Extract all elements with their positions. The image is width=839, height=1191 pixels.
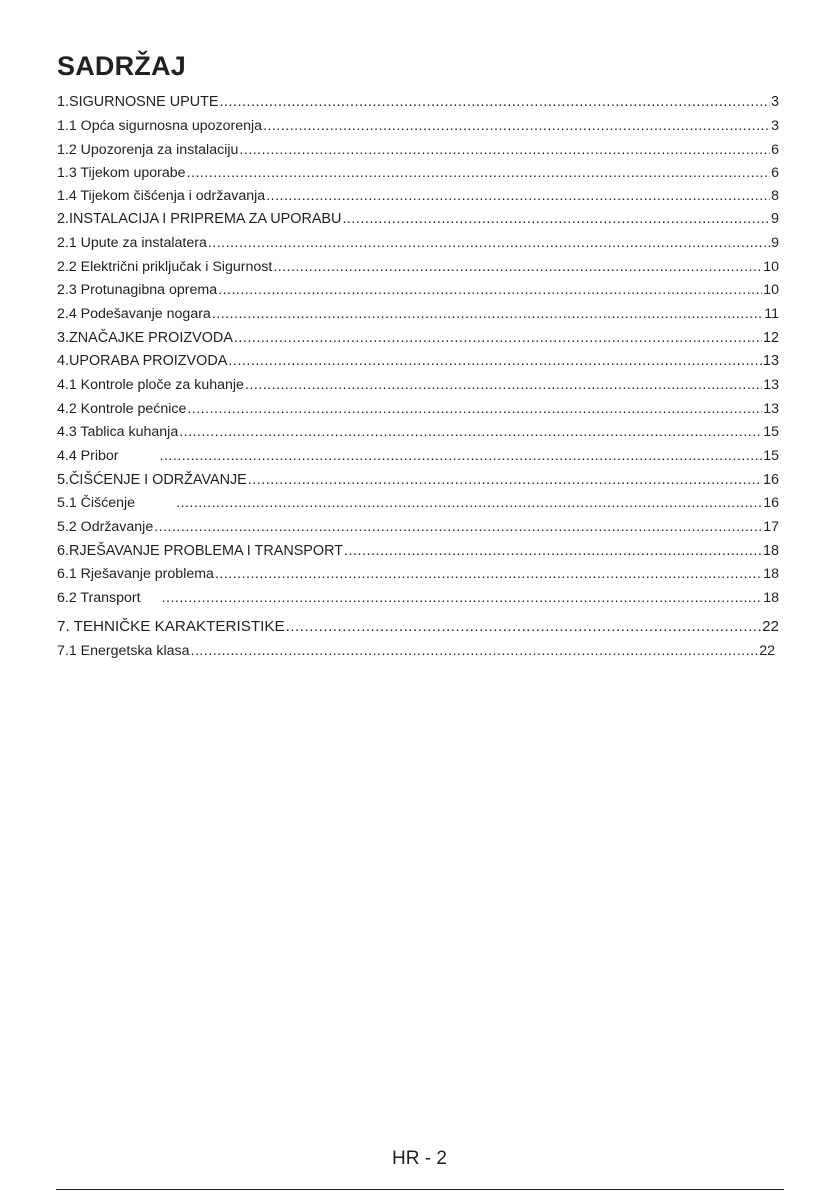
toc-dot-leader	[176, 493, 762, 513]
toc-entry-page: 3	[771, 118, 779, 134]
toc-entry-label: 3.ZNAČAJKE PROIZVODA	[57, 330, 233, 346]
toc-entry-page: 13	[762, 353, 779, 369]
toc-entry-page: 17	[763, 519, 779, 535]
toc-entry-label: 1.SIGURNOSNE UPUTE	[57, 94, 219, 110]
toc-entry-page: 10	[763, 259, 779, 275]
toc-entry-5-2[interactable]	[57, 517, 779, 537]
toc-entry-4[interactable]	[57, 351, 779, 371]
toc-entry-label: 6.1 Rješavanje problema	[57, 566, 214, 582]
toc-dot-leader	[212, 304, 763, 324]
toc-entry-label: 4.UPORABA PROIZVODA	[57, 353, 228, 369]
toc-entry-2-4[interactable]	[57, 304, 779, 324]
toc-entry-page: 15	[763, 424, 779, 440]
toc-entry-1[interactable]	[57, 92, 779, 112]
toc-entry-1-1[interactable]	[57, 116, 779, 136]
toc-entry-label: 2.2 Električni priključak i Sigurnost	[57, 259, 273, 275]
toc-entry-label: 1.4 Tijekom čišćenja i održavanja	[57, 188, 266, 204]
toc-entry-label: 2.3 Protunagibna oprema	[57, 282, 218, 298]
toc-dot-leader	[234, 328, 762, 348]
toc-entry-7[interactable]	[57, 617, 779, 637]
toc-entry-4-4[interactable]	[57, 446, 779, 466]
toc-dot-leader	[273, 257, 762, 277]
toc-entry-6[interactable]	[57, 541, 779, 561]
toc-entry-label: 2.4 Podešavanje nogara	[57, 306, 211, 322]
toc-entry-label: 4.4 Pribor	[57, 448, 119, 464]
toc-entry-page: 18	[763, 566, 779, 582]
toc-entry-4-1[interactable]	[57, 375, 779, 395]
toc-entry-label: 1.1 Opća sigurnosna upozorenja	[57, 118, 263, 134]
toc-entry-label: 4.3 Tablica kuhanja	[57, 424, 179, 440]
toc-entry-2[interactable]	[57, 209, 779, 229]
toc-entry-page: 18	[763, 590, 779, 606]
toc-entry-2-2[interactable]	[57, 257, 779, 277]
toc-entry-label: 1.2 Upozorenja za instalaciju	[57, 142, 239, 158]
toc-entry-label: 5.1 Čišćenje	[57, 495, 136, 511]
toc-entry-page: 13	[763, 401, 779, 417]
toc-entry-2-1[interactable]	[57, 233, 779, 253]
toc-dot-leader	[160, 446, 763, 466]
toc-entry-page: 15	[763, 448, 779, 464]
toc-entry-5[interactable]	[57, 470, 779, 490]
toc-entry-page: 16	[763, 495, 779, 511]
toc-entry-label: 7. TEHNIČKE KARAKTERISTIKE	[57, 618, 285, 635]
toc-entry-page: 3	[770, 94, 779, 110]
toc-entry-page: 13	[763, 377, 779, 393]
toc-entry-page: 9	[770, 211, 779, 227]
toc-entry-page: 16	[762, 472, 779, 488]
footer-divider	[56, 1189, 784, 1190]
toc-entry-page: 8	[771, 188, 779, 204]
toc-dot-leader	[218, 280, 762, 300]
toc-entry-page: 9	[771, 235, 779, 251]
toc-entry-label: 6.RJEŠAVANJE PROBLEMA I TRANSPORT	[57, 543, 344, 559]
toc-dot-leader	[208, 233, 770, 253]
toc-entry-label: 7.1 Energetska klasa	[57, 643, 190, 659]
toc-dot-leader	[179, 422, 762, 442]
toc-entry-2-3[interactable]	[57, 280, 779, 300]
toc-dot-leader	[286, 617, 762, 637]
toc-entry-1-2[interactable]	[57, 140, 779, 160]
toc-entry-label: 2.1 Upute za instalatera	[57, 235, 207, 251]
toc-entry-4-3[interactable]	[57, 422, 779, 442]
toc-dot-leader	[245, 375, 762, 395]
toc-entry-label: 4.2 Kontrole pećnice	[57, 401, 187, 417]
toc-entry-label: 2.INSTALACIJA I PRIPREMA ZA UPORABU	[57, 211, 342, 227]
page-number: HR - 2	[392, 1148, 447, 1169]
toc-dot-leader	[220, 92, 770, 112]
toc-entry-label: 6.2 Transport	[57, 590, 141, 606]
toc-dot-leader	[266, 186, 770, 206]
toc-dot-leader	[187, 163, 771, 183]
toc-entry-page: 6	[771, 165, 779, 181]
toc-entry-1-3[interactable]	[57, 163, 779, 183]
toc-dot-leader	[215, 564, 762, 584]
toc-entry-page: 22	[759, 643, 775, 659]
toc-dot-leader	[342, 209, 770, 229]
toc-dot-leader	[162, 588, 763, 608]
toc-entry-label: 1.3 Tijekom uporabe	[57, 165, 186, 181]
toc-dot-leader	[248, 470, 762, 490]
toc-entry-page: 6	[771, 142, 779, 158]
toc-entry-page: 10	[763, 282, 779, 298]
toc-entry-page: 12	[762, 330, 779, 346]
toc-entry-6-1[interactable]	[57, 564, 779, 584]
toc-entry-label: 5.2 Održavanje	[57, 519, 154, 535]
toc-entry-1-4[interactable]	[57, 186, 779, 206]
toc-dot-leader	[263, 116, 770, 136]
toc-entry-7-1[interactable]	[57, 641, 775, 661]
toc-dot-leader	[228, 351, 762, 371]
toc-dot-leader	[239, 140, 770, 160]
toc-dot-leader	[187, 399, 762, 419]
toc-entry-4-2[interactable]	[57, 399, 779, 419]
toc-entry-6-2[interactable]	[57, 588, 779, 608]
toc-entry-label: 5.ČIŠĆENJE I ODRŽAVANJE	[57, 472, 247, 488]
page-title: SADRŽAJ	[57, 51, 186, 81]
toc-entry-label: 4.1 Kontrole ploče za kuhanje	[57, 377, 244, 393]
toc-entry-page: 18	[762, 543, 779, 559]
toc-dot-leader	[154, 517, 762, 537]
toc-dot-leader	[191, 641, 759, 661]
toc-dot-leader	[344, 541, 762, 561]
toc-entry-3[interactable]	[57, 328, 779, 348]
toc-entry-5-1[interactable]	[57, 493, 779, 513]
toc-entry-page: 11	[764, 306, 779, 322]
toc-entry-page: 22	[762, 618, 779, 635]
